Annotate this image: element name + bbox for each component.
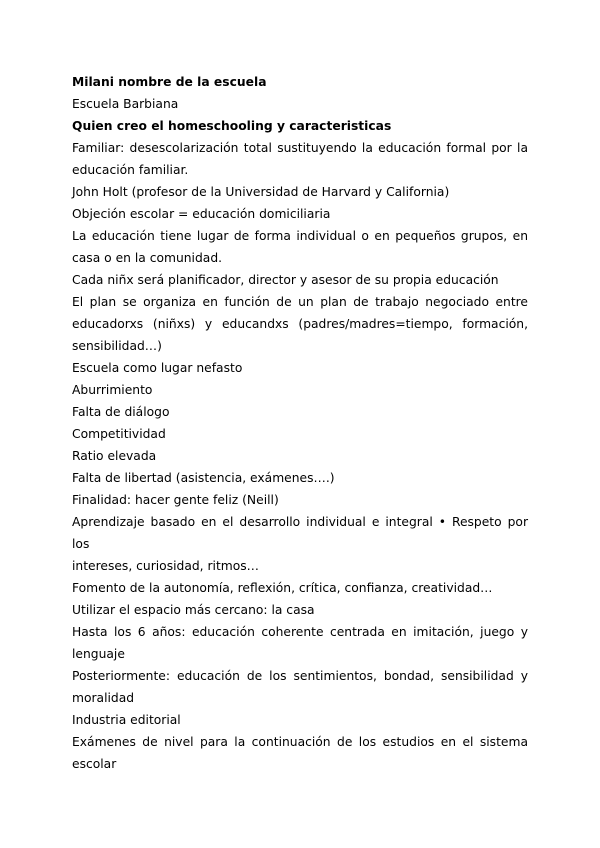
text-line: Escuela Barbiana: [72, 97, 179, 111]
text-line: Aburrimiento: [72, 383, 153, 397]
text-line: sensibilidad…): [72, 339, 162, 353]
text-line: educadorxs (niñxs) y educandxs (padres/madres=tiempo, formación,: [72, 317, 528, 331]
text-line: Industria editorial: [72, 713, 181, 727]
heading-homeschooling: Quien creo el homeschooling y caracteristicas: [72, 119, 392, 133]
text-line: Fomento de la autonomía, reflexión, crítica, confianza, creatividad…: [72, 581, 493, 595]
text-line: casa o en la comunidad.: [72, 251, 223, 265]
text-line: Competitividad: [72, 427, 166, 441]
text-line: educación familiar.: [72, 163, 189, 177]
heading-school-name: Milani nombre de la escuela: [72, 75, 267, 89]
text-line: Hasta los 6 años: educación coherente centrada en imitación, juego y: [72, 625, 528, 639]
text-line: lenguaje: [72, 647, 125, 661]
text-line: Utilizar el espacio más cercano: la casa: [72, 603, 315, 617]
text-line: La educación tiene lugar de forma individual o en pequeños grupos, en: [72, 229, 528, 243]
text-line: intereses, curiosidad, ritmos…: [72, 559, 259, 573]
text-line: moralidad: [72, 691, 135, 705]
text-line: Familiar: desescolarización total sustituyendo la educación formal por la: [72, 141, 528, 155]
text-line: Aprendizaje basado en el desarrollo individual e integral • Respeto por los: [72, 515, 528, 551]
text-line: John Holt (profesor de la Universidad de Harvard y California): [72, 185, 450, 199]
text-line: Objeción escolar = educación domiciliaria: [72, 207, 331, 221]
text-line: Finalidad: hacer gente feliz (Neill): [72, 493, 279, 507]
text-line: Falta de libertad (asistencia, exámenes….): [72, 471, 335, 485]
text-line: Falta de diálogo: [72, 405, 170, 419]
text-line: Exámenes de nivel para la continuación de los estudios en el sistema: [72, 735, 528, 749]
text-line: Escuela como lugar nefasto: [72, 361, 243, 375]
text-line: escolar: [72, 757, 117, 771]
text-line: Ratio elevada: [72, 449, 157, 463]
text-line: Cada niñx será planificador, director y asesor de su propia educación: [72, 273, 499, 287]
text-line: Posteriormente: educación de los sentimientos, bondad, sensibilidad y: [72, 669, 528, 683]
text-line: El plan se organiza en función de un plan de trabajo negociado entre: [72, 295, 528, 309]
